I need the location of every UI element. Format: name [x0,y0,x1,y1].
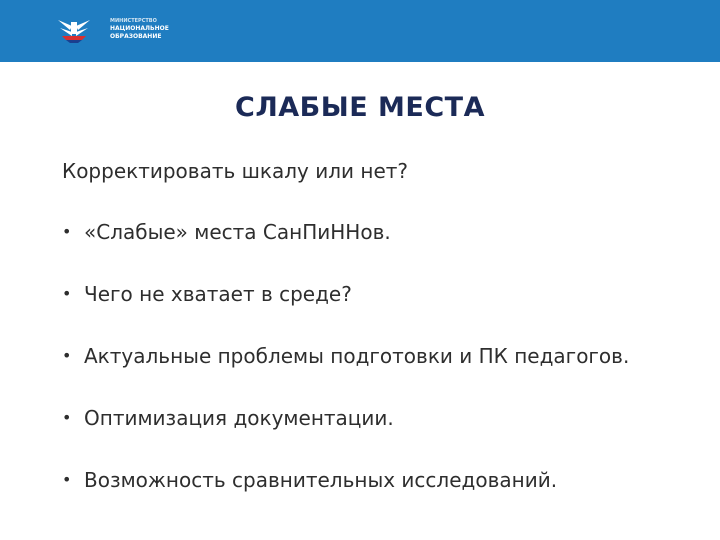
eagle-logo-icon [56,14,92,44]
slide-question: Корректировать шкалу или нет? [62,159,409,183]
slide-title: СЛАБЫЕ МЕСТА [235,92,485,123]
bullet-dot: • [62,284,72,303]
bullet-text: Чего не хватает в среде? [84,282,352,306]
bullet-dot: • [62,408,72,427]
bullet-text: Актуальные проблемы подготовки и ПК педагогов. [84,344,630,368]
logo-line-3: ОБРАЗОВАНИЕ [110,33,162,40]
bullet-text: Возможность сравнительных исследований. [84,468,558,492]
logo [56,14,176,46]
logo-text [110,17,169,41]
bullet-text: Оптимизация документации. [84,406,394,430]
bullet-dot: • [62,346,72,365]
logo-line-2: НАЦИОНАЛЬНОЕ [110,25,169,32]
logo-line-1: МИНИСТЕРСТВО [110,18,157,24]
header-band [0,0,720,62]
bullet-dot: • [62,222,72,241]
bullet-text: «Слабые» места СанПиННов. [84,220,391,244]
bullet-dot: • [62,470,72,489]
